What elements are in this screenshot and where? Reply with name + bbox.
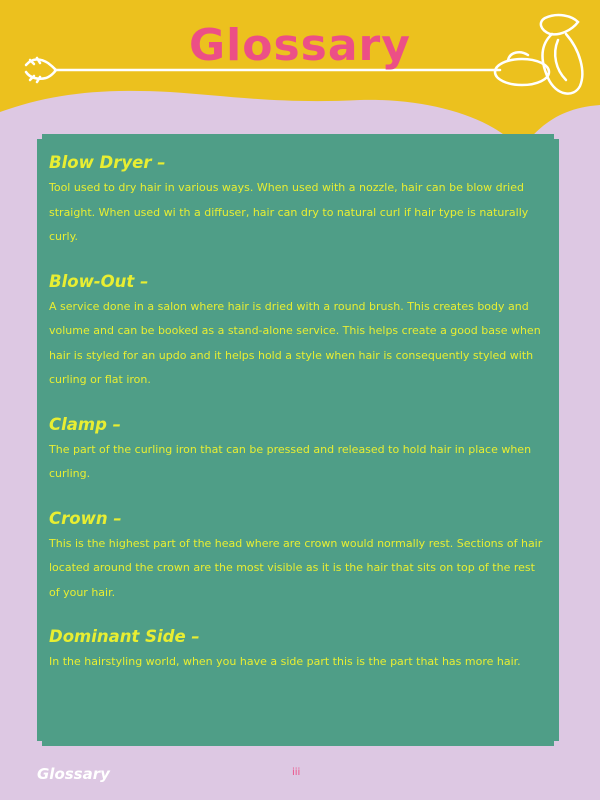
glossary-entry-clamp [49,412,549,487]
glossary-term: Clamp – [49,414,121,434]
panel-corner [554,741,560,747]
glossary-entry-crown [49,506,549,606]
glossary-term: Blow Dryer – [49,153,166,172]
glossary-definition: A service done in a salon where hair is dried with a round brush. This creates body and volume and can be booked as a stand-alone service. This helps create a good base when hair is styled for an updo and it helps hold a style when hair is consequently styled with curling or flat iron. [49,299,541,386]
glossary-entry-blow-dryer [49,150,549,250]
glossary-list [49,150,549,694]
glossary-entry-blow-out [49,269,549,393]
glossary-definition: The part of the curling iron that can be pressed and released to hold hair in place when curling. [49,442,532,480]
glossary-entry-dominant-side [49,624,549,675]
glossary-definition: This is the highest part of the head where are crown would normally rest. Sections of hair located around the crown are the most visible as it is the hair that sits on top of the rest of your hair. [49,536,543,599]
glossary-term: Blow-Out – [49,271,149,291]
footer-label: Glossary [37,765,110,783]
panel-corner [36,741,42,747]
glossary-panel [37,134,559,746]
panel-corner [36,133,42,139]
glossary-definition: Tool used to dry hair in various ways. When used with a nozzle, hair can be blow dried straight. When used wi th a diffuser, hair can dry to natural curl if hair type is naturally curly. [49,181,529,243]
panel-corner [554,133,560,139]
page-title: Glossary [189,20,411,71]
page-number: iii [292,767,301,778]
glossary-term: Dominant Side – [49,627,200,646]
glossary-definition: In the hairstyling world, when you have a side part this is the part that has more hair. [49,655,521,668]
glossary-term: Crown – [49,508,122,528]
